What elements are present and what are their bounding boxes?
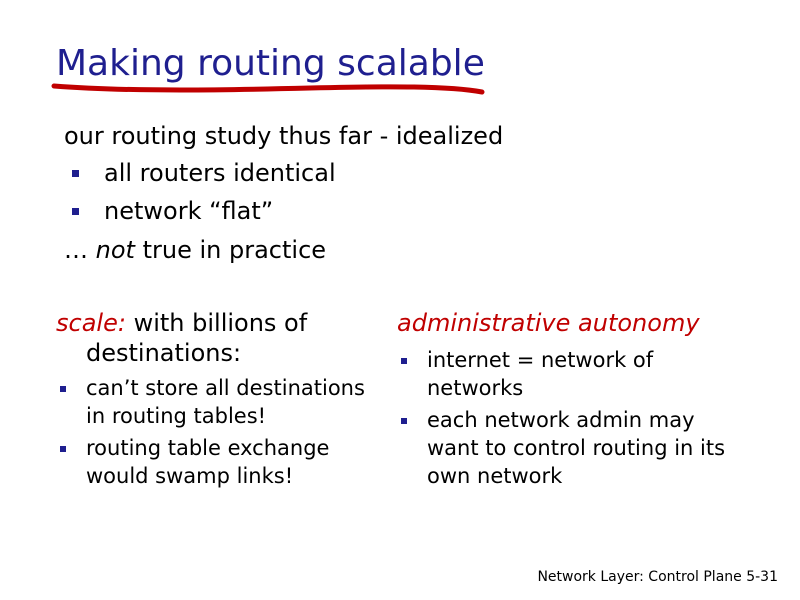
scale-heading-text: with billions of [133,309,308,337]
bullet-square-icon [401,418,407,424]
autonomy-bullet [397,346,727,402]
autonomy-bullet-text: internet = network of networks [427,348,654,400]
intro-bullet [64,192,624,230]
conclusion-rest: true in practice [142,236,327,264]
bullet-square-icon [72,208,79,215]
ellipsis: … [64,236,88,264]
scale-heading [56,308,376,338]
autonomy-bullet-text: each network admin may want to control routing in its own network [427,408,726,488]
intro-line: our routing study thus far - idealized [64,122,504,150]
intro-block [64,118,624,270]
bullet-square-icon [401,358,407,364]
scale-bullet-text: can’t store all destinations in routing tables! [86,376,365,428]
intro-bullet [64,154,624,192]
conclusion-emphasis: not [95,236,135,264]
scale-heading-continued: destinations: [86,339,242,367]
intro-bullet-text: network “flat” [104,197,274,225]
scale-bullet [56,434,376,490]
right-column [397,308,727,490]
scale-label: scale: [56,309,126,337]
bullet-square-icon [60,386,66,392]
left-column [56,308,376,490]
autonomy-bullet [397,406,727,490]
autonomy-heading: administrative autonomy [397,309,700,337]
bullet-square-icon [60,446,66,452]
scale-bullet [56,374,376,430]
scale-bullet-text: routing table exchange would swamp links! [86,436,330,488]
title-underline [50,76,490,98]
bullet-square-icon [72,170,79,177]
conclusion-line [64,230,624,270]
intro-bullet-text: all routers identical [104,159,336,187]
slide-title: Making routing scalable [56,43,485,84]
slide-footer: Network Layer: Control Plane 5-31 [537,569,778,585]
